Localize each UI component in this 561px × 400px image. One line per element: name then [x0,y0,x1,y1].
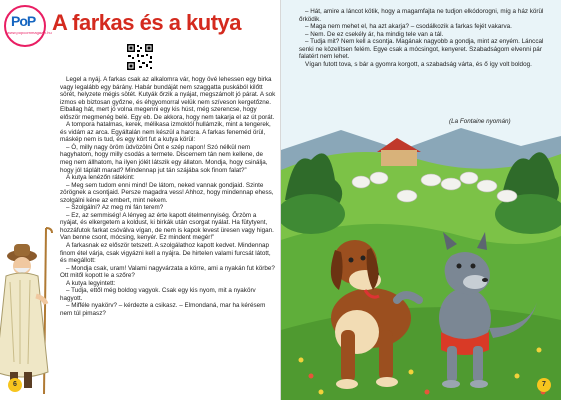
magazine-logo[interactable] [4,5,52,47]
paragraph: – Szolgálni? Az meg mi fán terem? [66,204,164,212]
page-number-right: 7 [537,378,551,392]
paragraph: A tompora hatalmas, kerek, mélikasa izmoktól hullámzik, mint a tengerek, és vidám az arca. Egyáltalán nem készül a harcra. A farkas feneméd örül, máskép nem is tud, és egy kört fut a kutya körül: [60,121,271,144]
qr-code-icon[interactable] [126,43,154,71]
paragraph: Vígan futott tova, s bár a gyomra korgott, a szabadság várta, és ő így volt boldog. [305,60,532,68]
right-page [281,0,561,400]
story-title: A farkas és a kutya [52,10,242,35]
logo-text: PoP [11,13,36,29]
source-credit: (La Fontaine nyomán) [449,118,511,125]
page-number-left: 6 [8,378,22,392]
paragraph: – Tudja mit? Nem kell a csontja. Magának nagyobb a gondja, mint az enyém. Lánccal senki ne közelítsen felém. Egye csak a mócsingot, kenyeret. Szabadságom elvenni pár falatért nem lehet. [299,38,544,61]
paragraph: – Meg sem tudom enni mind! De látom, neked vannak gondjaid. Szinte zörögnek a csontjaid. Persze magadra vess! Ahhoz, hogy mindennap ehess, szolgálni kéne az embert, mint nekem. [60,181,274,204]
paragraph: – Ó, milly nagy öröm üdvözölni Önt e szép napon! Szó nélkül nem hagyhatom, hogy milly csodás a termete. Discernem tán nem kellene, de meg nem állhatom, ha ilyen jólét látszik egy állaton. Mondja, hogy csinálja, hogy jól táplált marad? Mindennap jut tán szájába sok finom falat?” [60,143,268,174]
shepherd-illustration [0,226,60,394]
story-text-right [299,8,549,68]
paragraph: – Mifféle nyakörv? – kérdezte a csikasz. – Elmondaná, mar ha kérésem nem túl pimasz? [60,302,266,317]
paragraph: – Nem. De ez csekély ár, ha mindig tele van a tál. [305,30,444,38]
paragraph: Legel a nyáj. A farkas csak az alkalomra vár, hogy övé lehessen egy birka vagy legalább egy bárány. Habár bundáját nem szaggatta puskából kilőtt sörét, helyzete mégis sötét. Kutyák őrzik a nyájat, megszámolt jó párat. A sok izmos eb biztosan győzne, és éhgyomorral velük nem szíveson kergetőzne. Elballag hát, mert jó volna megenni egy kis húst, még szerencse, hogy először megmenég belé. Egy eb. De akkora, hogy nem takarja el az út porát. [60,76,276,121]
paragraph: – Mondja csak, uram! Valami nagyvárzata a körre, ami a nyakán fut körbe? Ott mitől kopott le a szőre? [60,264,275,280]
paragraph: – Hát, amire a láncot kötik, hogy a magamfajta ne tudjon elkódorogni, míg a ház körül őrködik. [299,8,544,23]
paragraph: A kutya legyintett: [66,279,116,287]
paragraph: – Maga nem mehet el, ha azt akarja? – csodálkozik a farkas fejét vakarva. [305,23,512,31]
paragraph: – Ez, az semmiség! A lényeg az érte kapott ételmennyiség. Őrzöm a nyájat, és elkergetem a koldust, ki birkák után csorgat nyálat. Ha fütytyent, hozzáfutok farkat csóválva vígan, de nem is kapok levest üresen vagy higan. Van benne csont, mócsing, kenyér. Ez mindent megér!” [60,211,274,242]
paragraph: A farkasnak ez először tetszett. A szolgálathoz kapott kedvet. Mindennap finom étel várja, csak vigyázni kell a nyájra. De hirtelen valami furcsát látott, és megállott: [60,242,271,265]
paragraph: A kutya lenézőn rátekint: [66,174,135,182]
logo-ring-text: www.popcornmagazin.hu [7,30,52,35]
left-page [0,0,280,400]
story-text-left [60,76,276,318]
paragraph: – Tudja, ettől még boldog vagyok. Csak egy kis nyom, mit a nyakörv hagyott. [60,287,256,302]
